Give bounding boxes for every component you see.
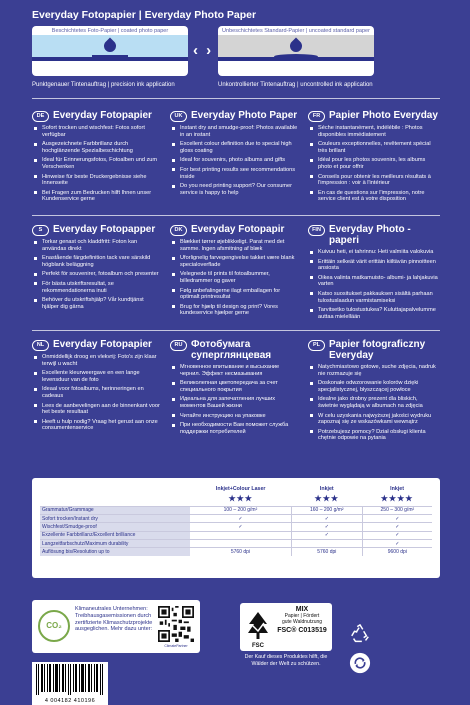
row-label: Grammatur/Grammage — [40, 506, 190, 514]
fsc-line: gute Waldnutzung — [281, 619, 323, 625]
table-row — [40, 548, 432, 556]
table-cell: 5760 dpi — [291, 548, 362, 556]
barcode-number: 4 004182 410196 — [44, 698, 96, 704]
list-item: Tarvitsetko tulostustukea? Kuluttajapalvelumme auttaa mielellään — [308, 307, 438, 320]
recycle-icon — [349, 623, 371, 645]
list-item: Instant dry and smudge-proof: Photos available in an instant — [170, 125, 300, 138]
row-label: Exzellente Farbbrillanz/Excellent brilliance — [40, 531, 190, 539]
uncoated-subcaption: Unkontrollierter Tintenauftrag | uncontrolled ink application — [218, 82, 373, 88]
table-row — [40, 540, 432, 548]
list-item: Perfekt för souvenirer, fotoalbum och presenter — [32, 271, 162, 278]
list-item: Séche instantanément, indélébile : Photos disponibles immédiatement — [308, 125, 438, 138]
row-label: Auflösung bis/Resolution up to — [40, 548, 190, 556]
row-label: Sofort trocken/Instant dry — [40, 514, 190, 522]
section-title: Papier Photo Everyday — [329, 110, 438, 121]
list-item: Bei Fragen zum Bedrucken hilft Ihnen unser Kundenservice gerne — [32, 190, 162, 203]
check-icon: ✓ — [190, 514, 291, 522]
list-item: Blækket tørrer øjeblikkeligt. Parat med det samme. Ingen afsmitning af blæk — [170, 239, 300, 252]
list-item: Doskonałe odwzorowanie kolorów dzięki specjalistycznej, błyszczącej powłoce — [308, 380, 438, 393]
barcode-bars — [36, 664, 104, 695]
list-item: Do you need printing support? Our consumer service is happy to help — [170, 183, 300, 196]
table-cell: 5760 dpi — [190, 548, 291, 556]
list-item: Uforlignelig farvegengivelse takket være blank specialoverflade — [170, 255, 300, 268]
star-rating: ★★★ — [228, 494, 253, 503]
language-badge: FR — [308, 111, 325, 122]
list-item: Onmiddellijk droog en vlekvrij: Foto's zijn klaar terwijl u wacht — [32, 354, 162, 367]
list-item: Torkar genast och kladdfritt: Foton kan användas direkt — [32, 239, 162, 252]
uncoated-paper-panel — [218, 26, 374, 76]
section-ru — [170, 339, 300, 438]
section-de — [32, 110, 162, 206]
table-cell: 100 – 200 g/m² — [190, 506, 291, 514]
list-item: Ausgezeichnete Farbbrillanz durch hochglänzende Spezialbeschichtung — [32, 141, 162, 154]
section-nl — [32, 339, 162, 435]
section-dk — [170, 224, 300, 320]
fsc-caption: Der Kauf dieses Produktes hilft, die Wälder der Welt zu schützen. — [244, 654, 328, 667]
check-icon: ✓ — [362, 540, 432, 548]
language-badge: PL — [308, 340, 325, 351]
check-icon: ✓ — [291, 514, 362, 522]
check-icon: ✓ — [362, 514, 432, 522]
fsc-code: FSC® C013519 — [277, 627, 327, 634]
row-label: Wischfest/Smudge-proof — [40, 523, 190, 531]
row-label: Langzeitfarbschutz/Maximum durability — [40, 540, 190, 548]
section-title: Everyday Fotopapper — [53, 224, 156, 235]
section-title: Everyday Fotopapier — [53, 339, 152, 350]
page-title: Everyday Fotopapier | Everyday Photo Paper — [32, 9, 257, 21]
section-title: Фотобумага суперглянцевая — [191, 339, 272, 361]
list-item: При необходимости Вам поможет служба поддержки потребителей — [170, 422, 300, 435]
section-se — [32, 224, 162, 313]
climate-neutral-card — [32, 600, 200, 653]
fsc-tree-icon — [246, 611, 270, 641]
fsc-mix: MIX — [295, 606, 309, 613]
check-icon: ✓ — [291, 523, 362, 531]
language-badge: UK — [170, 111, 187, 122]
list-item: Excellent colour definition due to special high gloss coating — [170, 141, 300, 154]
coated-paper-panel — [32, 26, 188, 76]
paper-base — [218, 57, 374, 61]
list-item: Hinweise für beste Druckergebnisse siehe Innenseite — [32, 174, 162, 187]
list-item: Enastående färgdefinition tack vare särskild högblank beläggning — [32, 255, 162, 268]
table-row — [40, 531, 432, 539]
list-item: Идеальна для запечатления лучших моментов Вашей жизни — [170, 396, 300, 409]
list-item: Sofort trocken und wischfest: Fotos sofort verfügbar — [32, 125, 162, 138]
list-item: Velegnede til prints til fotoalbummer, billedrammer og gaver — [170, 271, 300, 284]
paper-base — [32, 57, 188, 61]
comparison-table — [40, 486, 432, 556]
compare-arrows-icon: ‹ › — [193, 42, 214, 59]
table-cell: 9600 dpi — [362, 548, 432, 556]
list-item: Behöver du utskriftshjälp? Vår kundtjänst hjälper dig gärna — [32, 297, 162, 310]
list-item: Ideal for souvenirs, photo albums and gifts — [170, 157, 300, 164]
co2-icon: CO₂ — [38, 610, 70, 642]
language-badge: DK — [170, 225, 187, 236]
list-item: Lees de aanbevelingen aan de binnenkant voor het beste resultaat — [32, 403, 162, 416]
list-item: Brug for hjælp til design og print? Vores kundeservice hjælper gerne — [170, 304, 300, 317]
list-item: Couleurs exceptionnelles, revêtement spécial très brillant — [308, 141, 438, 154]
list-item: Excellente kleurweergave en een lange levensduur van de foto — [32, 370, 162, 383]
list-item: Potrzebujesz pomocy? Dział obsługi klienta chętnie odpowie na pytania — [308, 429, 438, 442]
fsc-logo: FSC — [252, 643, 264, 649]
table-cell: 160 – 200 g/m² — [291, 506, 362, 514]
list-item: Oikea valinta matkamuisto- albumi- ja lahjakuvia varten — [308, 275, 438, 288]
language-badge: S — [32, 225, 49, 236]
coated-subcaption: Punktgenauer Tintenauftrag | precision ink application — [32, 82, 175, 88]
section-fin — [308, 224, 438, 323]
section-title: Everyday Photo Paper — [191, 110, 298, 121]
coated-paper-caption: Beschichtetes Foto-Papier | coated photo paper — [51, 28, 169, 34]
barcode — [32, 662, 108, 705]
check-icon: ✓ — [291, 531, 362, 539]
section-title: Everyday Fotopapier — [53, 110, 152, 121]
table-cell: 250 – 300 g/m² — [362, 506, 432, 514]
language-badge: NL — [32, 340, 49, 351]
section-uk — [170, 110, 300, 199]
table-row — [40, 523, 432, 531]
divider — [32, 215, 440, 216]
list-item: Великолепная цветопередача за счет специального покрытия — [170, 380, 300, 393]
comparison-table-card — [32, 478, 440, 578]
list-item: Читайте инструкцию на упаковке — [170, 413, 300, 420]
section-fr — [308, 110, 438, 206]
section-title: Everyday Photo -paperi — [329, 224, 411, 246]
list-item: Natychmiastowo gotowe, suche zdjęcia, nadruk nie rozmazuje się — [308, 364, 438, 377]
list-item: For best printing results see recommendations inside — [170, 167, 300, 180]
list-item: Katso suositukset pakkauksen sisältä parhaan tulostuslaadun varmistamiseksi — [308, 291, 438, 304]
check-icon: ✓ — [362, 531, 432, 539]
fsc-text — [274, 606, 330, 634]
language-badge: DE — [32, 111, 49, 122]
list-item: Conseils pour obtenir les meilleurs résultats à l'impression : voir à l'intérieur — [308, 174, 438, 187]
list-item: Kuivuu heti, ei tahrinnu: Heti valmiita valokuvia — [308, 249, 438, 256]
fsc-label — [240, 603, 332, 651]
section-pl — [308, 339, 438, 445]
column-header: Inkjet+Colour Laser ★★★ — [190, 486, 291, 506]
check-icon — [190, 531, 291, 539]
qr-code[interactable] — [158, 606, 194, 642]
list-item: Heeft u hulp nodig? Vraag het gerust aan onze consumentenservice — [32, 419, 162, 432]
list-item: En cas de questions sur l'impression, notre service client est à votre disposition — [308, 190, 438, 203]
check-icon: ✓ — [362, 523, 432, 531]
table-corner — [40, 486, 190, 506]
list-item: Erittäin selkeät värit erittäin kiiltävän pinnoitteen ansiosta — [308, 259, 438, 272]
section-title: Everyday Fotopapir — [191, 224, 285, 235]
divider — [32, 330, 440, 331]
climate-id: ClimatePartner — [164, 644, 188, 648]
paper-recycle-icon — [349, 652, 371, 674]
section-title: Papier fotograficzny Everyday — [329, 339, 426, 361]
column-header: Inkjet ★★★ — [291, 486, 362, 506]
check-icon — [291, 540, 362, 548]
list-item: Ideal für Erinnerungsfotos, Fotoalben und zum Verschenken — [32, 157, 162, 170]
column-header: Inkjet ★★★★ — [362, 486, 432, 506]
climate-text: Klimaneutrales Unternehmen: Treibhausgasemissionen durch zertifizierte Klimaschutzprojekte ausgeglichen. Mehr dazu unter: — [75, 606, 153, 633]
list-item: Følg anbefalingerne ilagt emballagen for optimalt printresultat — [170, 288, 300, 301]
list-item: Ideaal voor fotoalbums, herinneringen en cadeaus — [32, 386, 162, 399]
star-rating: ★★★★ — [380, 494, 414, 503]
table-row — [40, 514, 432, 522]
table-row — [40, 506, 432, 514]
check-icon: ✓ — [190, 523, 291, 531]
language-badge: FIN — [308, 225, 325, 236]
list-item: Idealne jako drobny prezent dla bliskich, świetnie wyglądają w albumach na zdjęcia — [308, 396, 438, 409]
check-icon — [190, 540, 291, 548]
language-badge: RU — [170, 340, 187, 351]
star-rating: ★★★ — [314, 494, 340, 503]
list-item: För bästa utskriftsresultat, se rekommendationerna inuti — [32, 281, 162, 294]
divider — [32, 98, 440, 99]
list-item: Мгновенное впитывание и высыхание чернил. Эффект несмазывания — [170, 364, 300, 377]
list-item: W celu uzyskania najwyższej jakości wydruku zapoznaj się ze wskazówkami wewnątrz — [308, 413, 438, 426]
uncoated-paper-caption: Unbeschichtetes Standard-Papier | uncoated standard paper — [222, 28, 370, 34]
fsc-line: Papier | Fördert — [284, 613, 320, 619]
list-item: Idéal pour les photos souvenirs, les albums photo et pour offrir — [308, 157, 438, 170]
